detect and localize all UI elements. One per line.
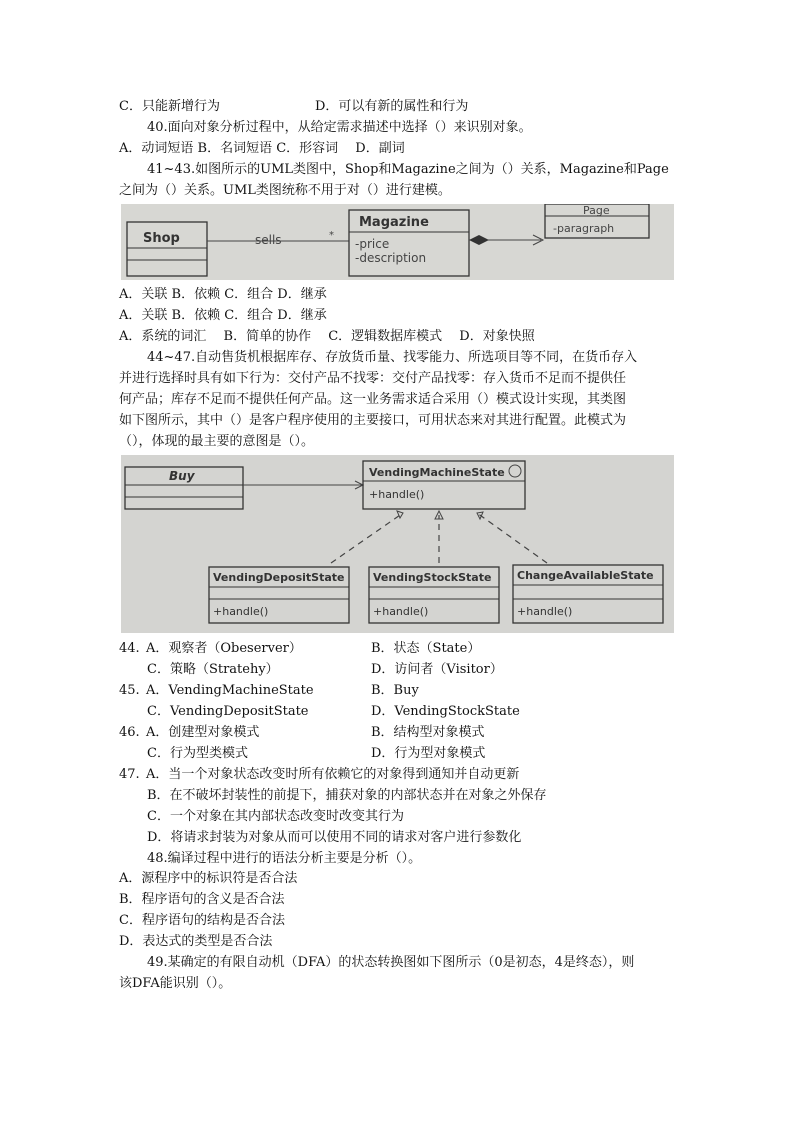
magazine-class-name: Magazine <box>359 215 429 230</box>
q45-option-c: C．VendingDepositState <box>147 704 309 719</box>
q44-option-c: C．策略（Stratehy） <box>147 662 279 677</box>
q46-option-c: C．行为型类模式 <box>147 746 248 761</box>
q48-option-a: A．源程序中的标识符是否合法 <box>119 871 298 886</box>
page-attr-paragraph: -paragraph <box>553 222 615 235</box>
q44-stem-line1: 44~47.自动售货机根据库存、存放货币量、找零能力、所选项目等不同，在货币存入 <box>147 350 638 365</box>
magazine-attr-price: -price <box>355 237 390 251</box>
page-class-name: Page <box>583 204 610 217</box>
q48-option-d: D．表达式的类型是否合法 <box>119 934 273 949</box>
q41-stem-line1: 41~43.如图所示的UML类图中，Shop和Magazine之间为（）关系，Magazine和Page <box>147 162 669 177</box>
q41-options: A．关联 B．依赖 C．组合 D．继承 <box>119 287 327 302</box>
q45-option-a: A．VendingMachineState <box>146 683 314 698</box>
uml-diagram-vending-state <box>121 455 674 633</box>
multiplicity-label: * <box>329 230 334 241</box>
q45-option-d: D．VendingStockState <box>371 704 520 719</box>
q39-option-d: D．可以有新的属性和行为 <box>315 99 469 114</box>
q48-option-c: C．程序语句的结构是否合法 <box>119 913 285 928</box>
q48-stem: 48.编译过程中进行的语法分析主要是分析（）。 <box>147 851 422 866</box>
q44-number: 44. <box>119 641 140 656</box>
q49-stem-line1: 49.某确定的有限自动机（DFA）的状态转换图如下图所示（0是初态，4是终态），则 <box>147 955 635 970</box>
vending-deposit-state-name: VendingDepositState <box>213 571 345 584</box>
q45-number: 45. <box>119 683 140 698</box>
q41-stem-line2: 之间为（）关系。UML类图统称不用于对（）进行建模。 <box>119 183 451 198</box>
q42-options: A．关联 B．依赖 C．组合 D．继承 <box>119 308 327 323</box>
q47-option-b: B．在不破坏封装性的前提下，捕获对象的内部状态并在对象之外保存 <box>147 788 547 803</box>
q44-option-b: B．状态（State） <box>371 641 481 656</box>
q49-stem-line2: 该DFA能识别（）。 <box>119 976 232 991</box>
vending-stock-state-handle: +handle() <box>373 605 429 618</box>
q44-stem-line3: 何产品；库存不足而不提供任何产品。这一业务需求适合采用（）模式设计实现，其类图 <box>119 392 627 407</box>
q43-options: A．系统的词汇 B．简单的协作 C．逻辑数据库模式 D．对象快照 <box>119 329 535 344</box>
q39-option-c: C．只能新增行为 <box>119 99 220 114</box>
magazine-attr-description: -description <box>355 251 427 265</box>
vending-machine-state-name: VendingMachineState <box>369 466 505 479</box>
q46-number: 46. <box>119 725 140 740</box>
vending-deposit-state-handle: +handle() <box>213 605 269 618</box>
q47-option-d: D．将请求封装为对象从而可以使用不同的请求对客户进行参数化 <box>147 830 522 845</box>
uml-diagram-shop-magazine <box>121 204 674 280</box>
q44-stem-line4: 如下图所示，其中（）是客户程序使用的主要接口，可用状态来对其进行配置。此模式为 <box>119 413 627 428</box>
change-available-state-name: ChangeAvailableState <box>517 569 654 582</box>
buy-class-name: Buy <box>169 469 195 483</box>
q47-number: 47. <box>119 767 140 782</box>
q44-option-d: D．访问者（Visitor） <box>371 662 503 677</box>
q44-stem-line2: 并进行选择时具有如下行为：交付产品不找零：交付产品找零：存入货币不足而不提供任 <box>119 371 627 386</box>
q40-options: A．动词短语 B．名词短语 C．形容词 D．副词 <box>119 141 405 156</box>
q47-option-c: C．一个对象在其内部状态改变时改变其行为 <box>147 809 404 824</box>
change-available-state-handle: +handle() <box>517 605 573 618</box>
q46-option-b: B．结构型对象模式 <box>371 725 485 740</box>
q44-stem-line5: （），体现的最主要的意图是（）。 <box>119 434 315 449</box>
q46-option-a: A．创建型对象模式 <box>146 725 260 740</box>
q45-option-b: B．Buy <box>371 683 419 698</box>
vending-stock-state-name: VendingStockState <box>373 571 492 584</box>
vending-machine-state-handle: +handle() <box>369 488 425 501</box>
q46-option-d: D．行为型对象模式 <box>371 746 486 761</box>
sells-label: sells <box>255 233 282 247</box>
q48-option-b: B．程序语句的含义是否合法 <box>119 892 285 907</box>
q44-option-a: A．观察者（Obeserver） <box>146 641 302 656</box>
q40-stem: 40.面向对象分析过程中，从给定需求描述中选择（）来识别对象。 <box>147 120 532 135</box>
shop-class-name: Shop <box>143 231 180 246</box>
q47-option-a: A．当一个对象状态改变时所有依赖它的对象得到通知并自动更新 <box>146 767 520 782</box>
